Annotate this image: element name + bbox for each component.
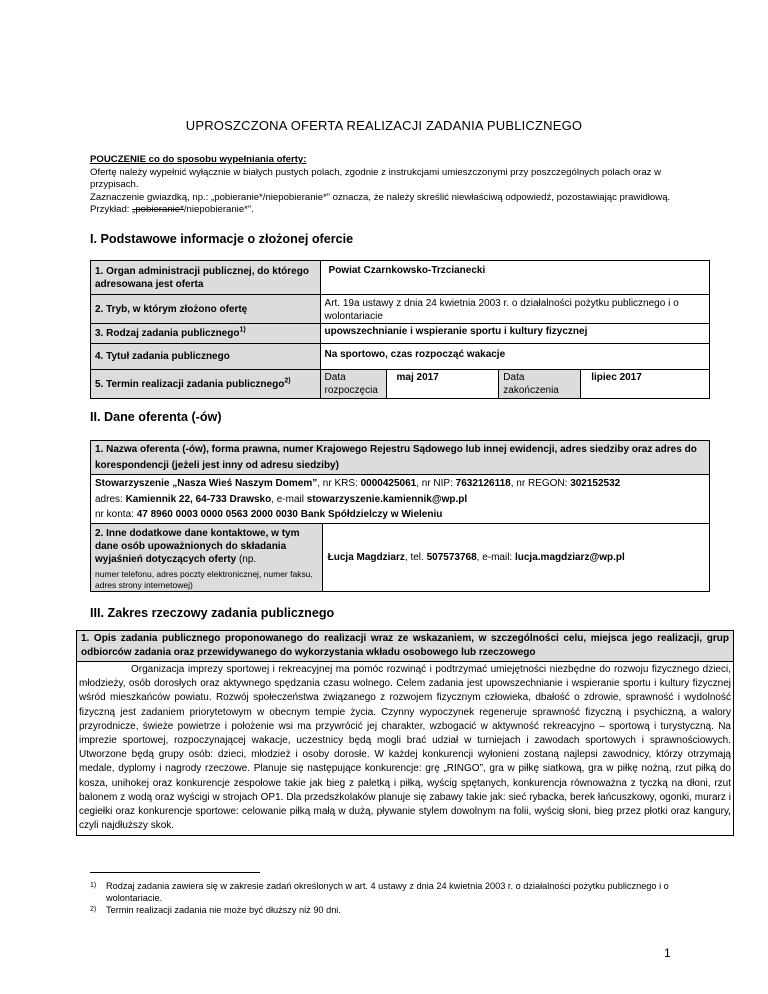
footnote-2-text: Termin realizacji zadania nie może być dłuższy niż 90 dni. bbox=[106, 905, 341, 915]
section-2-heading: II. Dane oferenta (-ów) bbox=[90, 410, 222, 424]
tytul-label: 4. Tytuł zadania publicznego bbox=[91, 344, 321, 370]
contact-value[interactable] bbox=[322, 523, 709, 591]
instructions-line-1: Ofertę należy wypełnić wyłącznie w białych pustych polach, zgodnie z instrukcjami umieszczonymi przy poszczególnych polach oraz w przypisach. bbox=[90, 166, 662, 190]
description-text[interactable] bbox=[77, 662, 734, 836]
rodzaj-value[interactable]: upowszechnianie i wspieranie sportu i kultury fizycznej bbox=[320, 324, 709, 344]
nip-value: 7632126118 bbox=[455, 478, 511, 489]
termin-label bbox=[91, 370, 321, 399]
tryb-value[interactable]: Art. 19a ustawy z dnia 24 kwietnia 2003 r. o działalności pożytku publicznego i o wolontariacie bbox=[320, 295, 709, 324]
description-body: Organizacja imprezy sportowej i rekreacyjnej ma pomóc rozwinąć i podtrzymać umiejętności niezbędne do rozwoju fizycznego dzieci, młodzieży, osób dorosłych oraz aktywnego spędzania czasu wolnego. Celem zadania jest upowszechnianie i wspieranie sportu i kultury fizycznej wśród mieszkańców powiatu. Rozwój społeczeństwa związanego z rozwojem fizycznym człowieka, dbałość o zdrowie, sprawność i wydolność fizyczną jest zadaniem priorytetowym w obecnym tempie życia. Czynny wypoczynek regeneruje sprawność fizyczną i psychiczną, a walory przyrodnicze, świeże powietrze i położenie wsi ma przywrócić jej charakter, wzbogacić w aktywność rekreacyjno – sportową i turystyczną. Na imprezie sportowej, rozpoczynającej wakacje, uczestnicy będą mogli brać udział w turniejach i zawodach sportowych i sprawnościowych. Utworzone będą grupy osób: dzieci, młodzież i osoby dorosłe. W każdej konkurencji wyłonieni zostaną najlepsi zawodnicy, którzy otrzymają medale, dyplomy i nagrody rzeczowe. Planuje się następujące konkurencje: grę „RINGO”, gra w piłkę siatkową, gra w piłkę nożną, rzut piłką do kosza, unihokej oraz konkurencje zespołowe takie jak bieg z paletką i piłką, wyścig spętanych, konkurencja równoważna z tyczką na dłoni, rzut balonem z wodą oraz wyścigi w strojach OP1. Dla przedszkolaków planuje się zabawy takie jak: sieć rybacka, berek łańcuszkowy, ogonki, murarz i cegiełki oraz konkurencje sportowe: celowanie piłką małą w dużą, pływanie stylem dowolnym na folii, wyścig słoni, bieg przez płotki oraz kangury, czyli najdłuższy skok. bbox=[79, 664, 731, 832]
contact-name: Łucja Magdziarz bbox=[327, 551, 405, 563]
contact-tel: 507573768 bbox=[426, 551, 477, 563]
contact-label-np: (np. bbox=[236, 553, 257, 565]
contact-label-text: 2. Inne dodatkowe dane kontaktowe, w tym dane osób upoważnionych do składania wyjaśnień dotyczących oferty bbox=[95, 527, 300, 565]
rodzaj-label-text: 3. Rodzaj zadania publicznego bbox=[95, 328, 240, 339]
page-number: 1 bbox=[664, 946, 671, 960]
section-1-heading: I. Podstawowe informacje o złożonej ofercie bbox=[90, 232, 354, 246]
footnote-1-mark: 1) bbox=[90, 882, 97, 889]
krs-label: , nr KRS: bbox=[317, 478, 361, 489]
org-name: Stowarzyszenie „Nasza Wieś Naszym Domem” bbox=[95, 478, 318, 489]
start-date-label: Data rozpoczęcia bbox=[320, 370, 386, 399]
end-date-label: Data zakończenia bbox=[499, 370, 581, 399]
footnote-2-mark: 2) bbox=[90, 906, 97, 913]
offerer-line-3 bbox=[95, 507, 705, 523]
page-title: UPROSZCZONA OFERTA REALIZACJI ZADANIA PUBLICZNEGO bbox=[185, 118, 583, 133]
tryb-label: 2. Tryb, w którym złożono ofertę bbox=[91, 295, 321, 324]
start-date-value[interactable]: maj 2017 bbox=[386, 370, 499, 399]
krs-value: 0000425061 bbox=[360, 478, 417, 489]
contact-email-label: , e-mail: bbox=[476, 551, 515, 563]
offerer-name-label: 1. Nazwa oferenta (-ów), forma prawna, numer Krajowego Rejestru Sądowego lub innej ewidencji, adres siedziby oraz adres do korespondencji (jeżeli jest inny od adresu siedziby) bbox=[91, 441, 710, 475]
address-label: adres: bbox=[95, 493, 126, 505]
footnote-1 bbox=[90, 880, 710, 904]
contact-label bbox=[91, 523, 323, 591]
rodzaj-footnote-mark: 1) bbox=[239, 326, 246, 334]
termin-label-text: 5. Termin realizacji zadania publicznego bbox=[95, 378, 285, 390]
organ-label: 1. Organ administracji publicznej, do którego adresowana jest oferta bbox=[91, 261, 321, 295]
email-label: , e-mail bbox=[271, 493, 307, 505]
offerer-details[interactable] bbox=[91, 475, 710, 524]
rodzaj-label bbox=[91, 324, 321, 344]
instructions-heading: POUCZENIE co do sposobu wypełniania oferty: bbox=[90, 154, 307, 165]
contact-email: lucja.magdziarz@wp.pl bbox=[514, 551, 625, 563]
regon-label: , nr REGON: bbox=[510, 478, 571, 489]
instructions-block bbox=[90, 154, 710, 217]
footnote-2 bbox=[90, 904, 710, 916]
organ-value[interactable]: Powiat Czarnkowsko-Trzcianecki bbox=[320, 261, 709, 295]
instructions-line-2-text: Zaznaczenie gwiazdką, np.: „pobieranie*/niepobieranie*” oznacza, że należy skreślić niewłaściwą odpowiedź, pozostawiając prawidłową. Przykład: bbox=[90, 191, 671, 215]
termin-footnote-mark: 2) bbox=[284, 377, 291, 385]
contact-label-small: numer telefonu, adres poczty elektronicznej, numer faksu, adres strony internetowej) bbox=[95, 568, 313, 590]
basic-info-table bbox=[90, 260, 710, 399]
instructions-example-struck: „pobieranie* bbox=[132, 204, 184, 215]
scope-table bbox=[76, 630, 734, 836]
instructions-line-2 bbox=[90, 192, 710, 217]
footnote-separator bbox=[90, 872, 260, 873]
account-label: nr konta: bbox=[95, 509, 137, 520]
tytul-value[interactable]: Na sportowo, czas rozpocząć wakacje bbox=[320, 344, 709, 370]
address-value: Kamiennik 22, 64-733 Drawsko bbox=[125, 493, 272, 505]
account-value: 47 8960 0003 0000 0563 2000 0030 Bank Spółdzielczy w Wieleniu bbox=[136, 509, 443, 520]
footnote-1-text: Rodzaj zadania zawiera się w zakresie zadań określonych w art. 4 ustawy z dnia 24 kwietnia 2003 r. o działalności pożytku publicznego i o wolontariacie. bbox=[106, 881, 669, 903]
instructions-example-rest: /niepobieranie*”. bbox=[183, 204, 254, 215]
contact-tel-label: , tel. bbox=[404, 551, 427, 563]
footnotes bbox=[90, 880, 710, 916]
offerer-table bbox=[90, 440, 710, 592]
offerer-line-1 bbox=[95, 476, 705, 492]
email-value: stowarzyszenie.kamiennik@wp.pl bbox=[306, 493, 468, 505]
nip-label: , nr NIP: bbox=[416, 478, 456, 489]
regon-value: 302152532 bbox=[570, 478, 621, 489]
offerer-line-2 bbox=[95, 492, 705, 508]
section-3-heading: III. Zakres rzeczowy zadania publicznego bbox=[90, 606, 335, 620]
end-date-value[interactable]: lipiec 2017 bbox=[581, 370, 710, 399]
description-label: 1. Opis zadania publicznego proponowanego do realizacji wraz ze wskazaniem, w szczególności celu, miejsca jego realizacji, grup odbiorców zadania oraz przewidywanego do wykorzystania wkładu osobowego lub rzeczowego bbox=[77, 631, 734, 662]
